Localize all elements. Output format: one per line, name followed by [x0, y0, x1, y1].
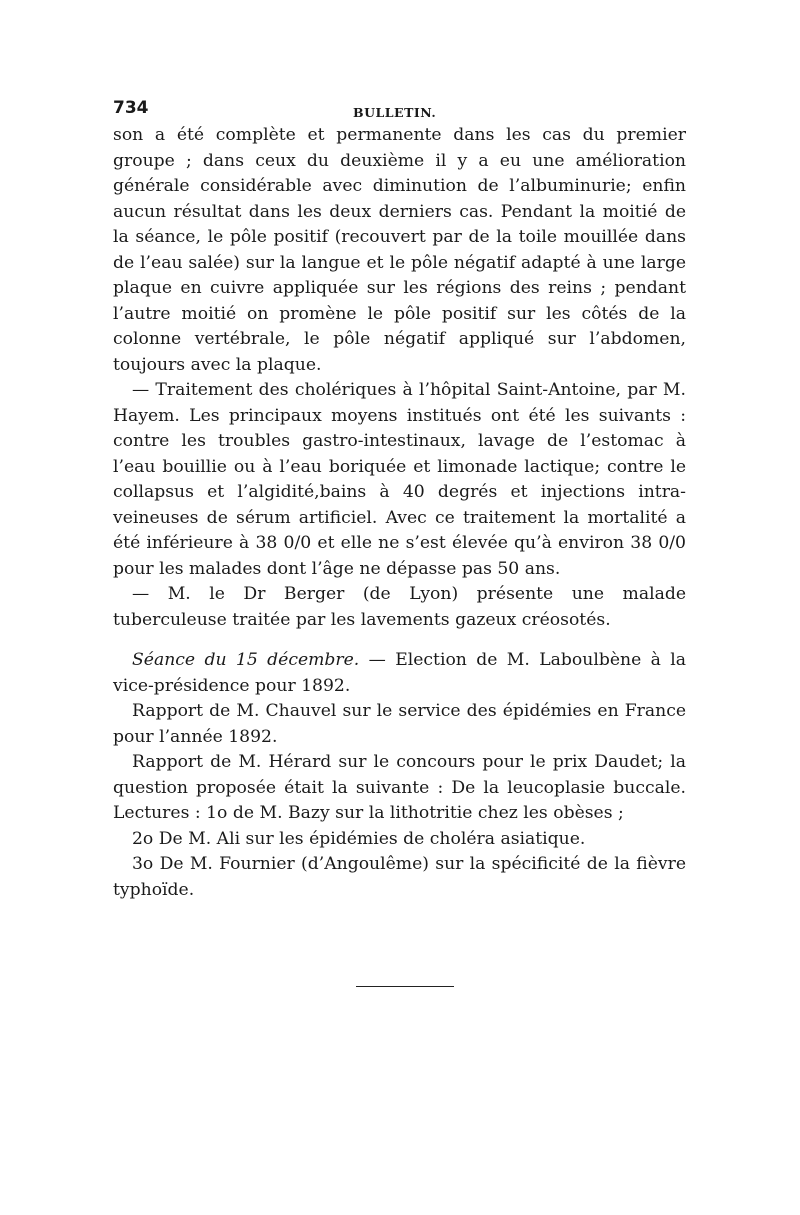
- paragraph-chauvel-report: Rapport de M. Chauvel sur le service des épidémies en France pour l’année 1892.: [113, 701, 686, 747]
- session-heading-paragraph: [113, 648, 686, 699]
- body-text-session: [113, 648, 686, 903]
- paragraph-berger-presentation: — M. le Dr Berger (de Lyon) présente une malade tuberculeuse traitée par les lavements gazeux créosotés.: [113, 584, 686, 630]
- session-date: Séance du 15 décembre.: [132, 650, 360, 670]
- session-election-text: — Election de M. Laboulbène à la vice-présidence pour 1892.: [113, 650, 686, 696]
- page-header: [113, 96, 686, 122]
- paragraph-cholera-treatment: — Traitement des cholériques à l’hôpital Saint-Antoine, par M. Hayem. Les principaux moyens institués ont été les suivants : contre les troubles gastro-intestinaux, lavage de l’estomac à l’eau bouillie ou à l’eau boriquée et limonade lactique; contre le collapsus et l’algidité,bains à 40 degrés et injections intra-veineuses de sérum artificiel. Avec ce traitement la mortalité a été inférieure à 38 0/0 et elle ne s’est élevée qu’à environ 38 0/0 pour les malades dont l’âge ne dépasse pas 50 ans.: [113, 380, 686, 579]
- section-end-rule: [356, 986, 454, 987]
- running-title: BULLETIN.: [353, 105, 437, 120]
- paragraph-ali-lecture: 2o De M. Ali sur les épidémies de choléra asiatique.: [132, 828, 586, 849]
- paragraph-fournier-lecture: 3o De M. Fournier (d’Angoulême) sur la spécificité de la fièvre typhoïde.: [113, 854, 686, 900]
- page-number: 734: [113, 98, 149, 118]
- paragraph-electrotherapy: son a été complète et permanente dans les cas du premier groupe ; dans ceux du deuxième il y a eu une amélioration générale considérable avec diminution de l’albuminurie; enfin aucun résultat dans les deux derniers cas. Pendant la moitié de la séance, le pôle positif (recouvert par de la toile mouillée dans de l’eau salée) sur la langue et le pôle négatif adapté à une large plaque en cuivre appliquée sur les régions des reins ; pendant l’autre moitié on promène le pôle positif sur les côtés de la colonne vertébrale, le pôle négatif appliqué sur l’abdomen, toujours avec la plaque.: [113, 125, 686, 375]
- paragraph-herard-report: Rapport de M. Hérard sur le concours pour le prix Daudet; la question proposée était la suivante : De la leucoplasie buccale. Lectures : 1o de M. Bazy sur la lithotritie chez les obèses ;: [113, 752, 686, 823]
- body-text-upper: [113, 123, 686, 633]
